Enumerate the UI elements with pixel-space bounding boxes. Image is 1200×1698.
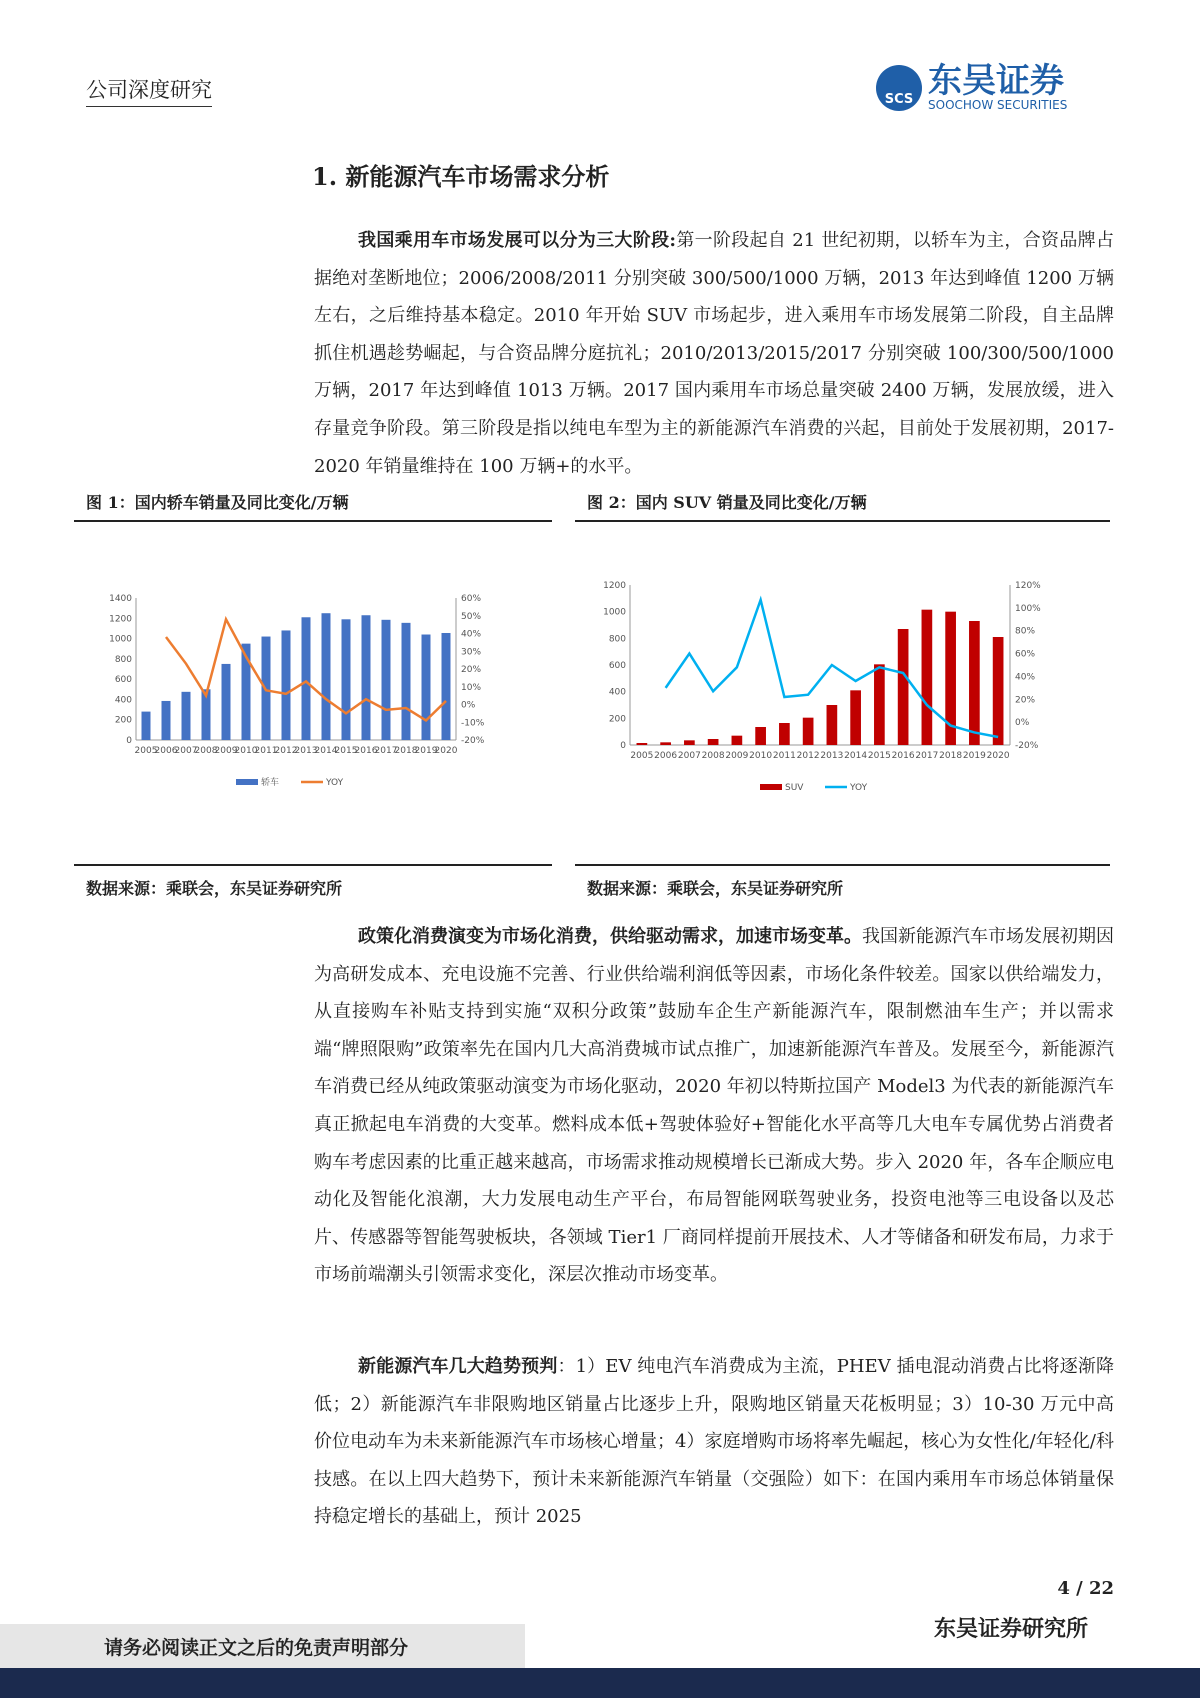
para-lead: 政策化消费演变为市场化消费，供给驱动需求，加速市场变革。 xyxy=(358,926,862,947)
company-logo xyxy=(876,61,1068,112)
y2-tick-label: 60% xyxy=(461,594,482,604)
legend-swatch-bar xyxy=(236,779,258,785)
y-tick-label: 1400 xyxy=(109,594,132,604)
para-body: 我国新能源汽车市场发展初期因为高研发成本、充电设施不完善、行业供给端利润低等因素，市场化条件较差。国家以供给端发力，从直接购车补贴支持到实施“双积分政策”鼓励车企生产新能源汽车，限制燃油车生产；并以需求端“牌照限购”政策率先在国内几大高消费城市试点推广，加速新能源汽车普及。发展至今，新能源汽车消费已经从纯政策驱动演变为市场化驱动，2020 年初以特斯拉国产 Model3 为代表的新能源汽车真正掀起电车消费的大变革。燃料成本低+驾驶体验好+智能化水平高等几大电车专属优势占消费者购车考虑因素的比重正越来越高，市场需求推动规模增长已渐成大势。步入 2020 年，各车企顺应电动化及智能化浪潮，大力发展电动生产平台，布局智能网联驾驶业务，投资电池等三电设备以及芯片、传感器等智能驾驶板块，各领域 Tier1 厂商同样提前开展技术、人才等储备和研发布局，力求于市场前端潮头引领需求变化，深层次推动市场变革。 xyxy=(314,926,1114,1286)
y-tick-label: 400 xyxy=(608,687,626,698)
y2-tick-label: -20% xyxy=(1015,741,1039,751)
x-tick-label: 2006 xyxy=(654,751,678,761)
x-tick-label: 2016 xyxy=(354,746,378,756)
paragraph-stages xyxy=(314,222,1114,485)
chart-sedan-sales xyxy=(86,580,506,800)
x-tick-label: 2009 xyxy=(214,746,238,756)
legend-swatch-bar xyxy=(760,784,782,790)
figure-1-source: 数据来源：乘联会，东吴证券研究所 xyxy=(86,879,343,898)
x-tick-label: 2013 xyxy=(294,746,318,756)
bar-轿车 xyxy=(382,620,391,740)
bar-轿车 xyxy=(422,635,431,740)
y-tick-label: 800 xyxy=(608,634,626,645)
y-tick-label: 800 xyxy=(114,654,132,665)
logo-cn: 东吴证券 xyxy=(928,61,1064,101)
para-lead: 我国乘用车市场发展可以分为三大阶段: xyxy=(358,230,677,251)
y2-tick-label: 40% xyxy=(1015,672,1036,683)
bar-轿车 xyxy=(342,619,351,740)
page-number: 4 / 22 xyxy=(1057,1578,1114,1599)
x-tick-label: 2007 xyxy=(174,746,198,756)
para-body: ：1）EV 纯电汽车消费成为主流，PHEV 插电混动消费占比将逐渐降低；2）新能源汽车非限购地区销量占比逐步上升，限购地区销量天花板明显；3）10-30 万元中高价位电动车为未来新能源汽车市场核心增量；4）家庭增购市场将率先崛起，核心为女性化/年轻化/科技感。在以上四大趋势下，预计未来新能源汽车销量（交强险）如下：在国内乘用车市场总体销量保持稳定增长的基础上，预计 2025 xyxy=(314,1356,1114,1528)
y2-tick-label: 60% xyxy=(1015,649,1036,660)
bar-轿车 xyxy=(142,712,151,740)
x-tick-label: 2006 xyxy=(154,746,178,756)
bar-SUV xyxy=(969,621,980,745)
y-tick-label: 600 xyxy=(114,675,132,686)
logo-en: SOOCHOW SECURITIES xyxy=(928,98,1068,112)
y2-tick-label: 50% xyxy=(461,611,482,622)
y-tick-label: 200 xyxy=(114,715,132,726)
x-tick-label: 2005 xyxy=(630,751,654,761)
bar-SUV xyxy=(898,629,909,745)
figure-2-source: 数据来源：乘联会，东吴证券研究所 xyxy=(587,879,844,898)
y2-tick-label: 30% xyxy=(461,647,482,658)
y-tick-label: 0 xyxy=(126,736,132,746)
chart-suv-sales xyxy=(578,570,1078,820)
paragraph-policy xyxy=(314,918,1114,1294)
bar-轿车 xyxy=(182,692,191,740)
x-tick-label: 2013 xyxy=(820,751,844,761)
y2-tick-label: 80% xyxy=(1015,626,1036,637)
x-tick-label: 2010 xyxy=(234,746,258,756)
x-tick-label: 2008 xyxy=(701,751,725,761)
divider xyxy=(575,864,1110,866)
legend-label: YOY xyxy=(850,783,868,793)
y-tick-label: 1200 xyxy=(109,614,132,625)
bar-SUV xyxy=(922,610,933,745)
x-tick-label: 2018 xyxy=(939,751,963,761)
y2-tick-label: 120% xyxy=(1015,581,1041,591)
section-label: 公司深度研究 xyxy=(86,74,212,107)
x-tick-label: 2011 xyxy=(772,751,796,761)
x-tick-label: 2011 xyxy=(254,746,278,756)
bar-SUV xyxy=(993,637,1004,745)
x-tick-label: 2005 xyxy=(134,746,158,756)
paragraph-trends xyxy=(314,1348,1114,1536)
x-tick-label: 2009 xyxy=(725,751,749,761)
bar-轿车 xyxy=(282,630,291,740)
y-tick-label: 200 xyxy=(608,714,626,725)
bar-SUV xyxy=(637,743,648,745)
x-tick-label: 2008 xyxy=(194,746,218,756)
bar-SUV xyxy=(803,718,814,745)
y2-tick-label: 100% xyxy=(1015,603,1041,614)
bar-轿车 xyxy=(362,615,371,740)
x-tick-label: 2014 xyxy=(844,751,868,761)
bar-轿车 xyxy=(302,617,311,740)
y2-tick-label: 40% xyxy=(461,629,482,640)
divider xyxy=(575,520,1110,522)
bar-轿车 xyxy=(162,701,171,740)
y2-tick-label: 0% xyxy=(461,700,476,711)
bar-SUV xyxy=(779,723,790,745)
x-tick-label: 2017 xyxy=(915,751,939,761)
y2-tick-label: 10% xyxy=(461,682,482,693)
figure-2-caption: 图 2：国内 SUV 销量及同比变化/万辆 xyxy=(587,493,867,512)
bar-轿车 xyxy=(322,613,331,740)
bar-SUV xyxy=(732,736,743,745)
para-lead: 新能源汽车几大趋势预判 xyxy=(358,1356,558,1377)
bar-轿车 xyxy=(402,623,411,740)
bar-SUV xyxy=(874,664,885,745)
x-tick-label: 2020 xyxy=(986,751,1010,761)
bar-轿车 xyxy=(442,633,451,740)
x-tick-label: 2015 xyxy=(334,746,358,756)
footer-bar xyxy=(0,1668,1200,1698)
legend-label: YOY xyxy=(326,778,344,788)
divider xyxy=(74,864,552,866)
y-tick-label: 0 xyxy=(620,741,626,751)
figure-1-caption: 图 1：国内轿车销量及同比变化/万辆 xyxy=(86,493,349,512)
logo-mark-icon: SCS xyxy=(876,65,922,111)
x-tick-label: 2007 xyxy=(677,751,701,761)
y2-tick-label: 20% xyxy=(1015,695,1036,706)
x-tick-label: 2012 xyxy=(274,746,298,756)
bar-SUV xyxy=(708,739,719,745)
x-tick-label: 2014 xyxy=(314,746,338,756)
x-tick-label: 2015 xyxy=(867,751,891,761)
y-tick-label: 1200 xyxy=(603,581,626,591)
x-tick-label: 2010 xyxy=(749,751,773,761)
disclaimer-note: 请务必阅读正文之后的免责声明部分 xyxy=(0,1624,525,1668)
y-tick-label: 1000 xyxy=(603,607,626,618)
section-title: 1. 新能源汽车市场需求分析 xyxy=(312,162,610,191)
bar-SUV xyxy=(850,690,861,745)
x-tick-label: 2012 xyxy=(796,751,820,761)
bar-轿车 xyxy=(222,664,231,740)
y-tick-label: 1000 xyxy=(109,634,132,645)
y2-tick-label: 0% xyxy=(1015,718,1030,729)
x-tick-label: 2020 xyxy=(434,746,458,756)
footer-institute: 东吴证券研究所 xyxy=(933,1616,1088,1642)
y-tick-label: 600 xyxy=(608,661,626,671)
legend-label: 轿车 xyxy=(261,778,280,788)
bar-SUV xyxy=(660,742,671,745)
bar-SUV xyxy=(684,740,695,745)
x-tick-label: 2018 xyxy=(394,746,418,756)
x-tick-label: 2017 xyxy=(374,746,398,756)
y2-tick-label: -20% xyxy=(461,736,485,746)
bar-SUV xyxy=(827,705,838,745)
bar-SUV xyxy=(755,727,766,745)
y2-tick-label: -10% xyxy=(461,718,485,729)
para-body: 第一阶段起自 21 世纪初期，以轿车为主，合资品牌占据绝对垄断地位；2006/2008/2011 分别突破 300/500/1000 万辆，2013 年达到峰值 1200 万辆左右，之后维持基本稳定。2010 年开始 SUV 市场起步，进入乘用车市场发展第二阶段，自主品牌抓住机遇趁势崛起，与合资品牌分庭抗礼；2010/2013/2015/2017 分别突破 100/300/500/1000 万辆，2017 年达到峰值 1013 万辆。2017 国内乘用车市场总量突破 2400 万辆，发展放缓，进入存量竞争阶段。第三阶段是指以纯电车型为主的新能源汽车消费的兴起，目前处于发展初期，2017-2020 年销量维持在 100 万辆+的水平。 xyxy=(314,230,1114,477)
x-tick-label: 2016 xyxy=(891,751,915,761)
y2-tick-label: 20% xyxy=(461,665,482,675)
x-tick-label: 2019 xyxy=(414,746,438,756)
x-tick-label: 2019 xyxy=(962,751,986,761)
divider xyxy=(74,520,552,522)
y-tick-label: 400 xyxy=(114,695,132,706)
legend-label: SUV xyxy=(785,783,804,793)
